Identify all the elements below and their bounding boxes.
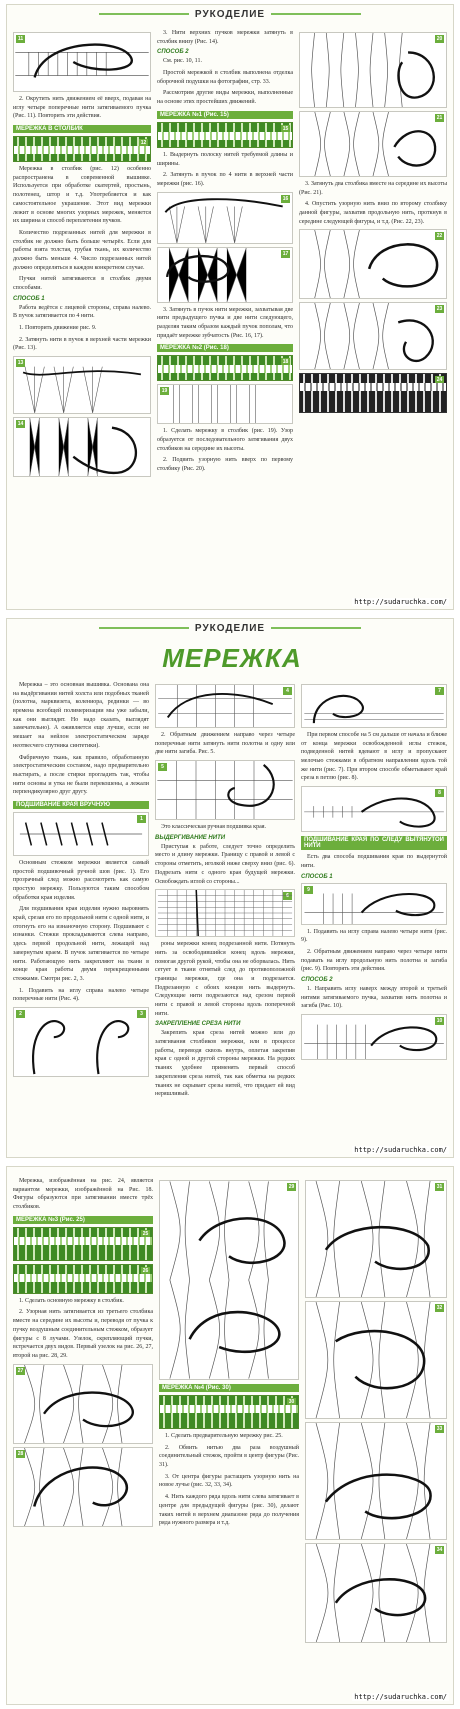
paragraph: Закрепить края среза нитей можно или до затягивания столбиков мережки, или в процессе работы, переводя сквозь внутрь, оплетая закрепив края с одной и другой стороны мережки. На редких тканях удобнее применять первый способ закрепления среза нитей, так как обметка на редких тканях не скрывает срезы нитей, что придает ей вид неряшливый.	[155, 1030, 295, 1098]
figure-number: 28	[17, 1450, 24, 1457]
magazine-page-2	[6, 618, 454, 1158]
figure-number: 15	[282, 125, 289, 132]
figure-2-3	[13, 1007, 149, 1077]
figure-number: 9	[304, 886, 313, 894]
figure-number: 13	[17, 360, 24, 367]
stitch-illustration	[158, 193, 292, 243]
column-1	[13, 1177, 153, 1530]
column-3	[301, 681, 447, 1063]
section-heading: МЕРЕЖКА №4 (Рис. 30)	[159, 1384, 299, 1392]
figure-number: 21	[436, 115, 443, 121]
paragraph: 2. Обратным движением направо через четыре поперечные нити затянуть нити полотна и одну или две нити загиба. Рис. 5.	[155, 732, 295, 756]
figure-number: 23	[436, 306, 443, 313]
figure-number: 17	[282, 250, 289, 257]
figure-number: 3	[137, 1010, 146, 1018]
figure-25-photo	[13, 1227, 153, 1261]
paragraph: Пучки нитей затягиваются в столбик двумя способами.	[13, 276, 151, 291]
paragraph: 2. Обратным движением направо через четыре нити подавать на иглу продольную нить полотна и загиба (рис. 9). Повторять эти действия.	[301, 948, 447, 973]
paragraph: 1. Сделать мережку в столбик (рис. 19). Узор образуется от последовательного затягивания двух столбиков на середине их высоты.	[157, 428, 293, 452]
figure-number: 25	[142, 1230, 149, 1237]
figure-number: 5	[158, 763, 167, 771]
figure-20	[299, 32, 447, 108]
figure-33	[305, 1422, 447, 1540]
figure-9	[301, 883, 447, 925]
stitch-illustration	[306, 1302, 446, 1418]
stitch-illustration	[300, 112, 446, 176]
figure-number: 27	[17, 1367, 24, 1374]
paragraph: Мережка – это основная вышивка. Основана она на выдёргивании нитей холста или подобных тканей (полотна, марквизета, колениора, рединки — во времена всеобщей полимеризации мы уже забыли, как они выглядят. Но надо сказать, выглядят замечательно). А оживляется еще лучше, если не мешает на нейлон электростатическом заряде неотвесчего спутника синтетики).	[13, 682, 149, 749]
stitch-illustration	[14, 357, 150, 413]
paragraph: Работа ведётся с лицевой стороны, справа налево. В пучок затягивается по 4 нити.	[13, 304, 151, 320]
paragraph: 2. Окрутить нить движением её вверх, подавая на иглу четыре поперечные нити затягиваемого пучка (Рис. 11). Повторить эти действия.	[13, 96, 151, 120]
figure-number: 1	[137, 815, 146, 823]
column-3	[305, 1177, 447, 1646]
paragraph: Приступая к работе, следует точно определить место и длину мережки. Границу с правой и левой с стороны отметить, иголкой ниже сверху вниз (рис. 6). Подрезать нити с одного края будущей мережки. Освобождать иглой со стороны...	[155, 843, 295, 885]
stitch-illustration	[306, 1423, 446, 1539]
figure-29	[159, 1180, 299, 1380]
stitch-illustration	[156, 685, 294, 727]
figure-5	[155, 760, 295, 820]
figure-8	[301, 786, 447, 832]
figure-number: 22	[436, 233, 443, 240]
paragraph: Есть два способа подшивания края по выдернутой нити.	[301, 854, 447, 869]
figure-27	[13, 1364, 153, 1444]
stitch-illustration	[302, 1015, 446, 1059]
paragraph: Рассмотрим другие виды мережки, выполненные на основе этих простейших движений.	[157, 90, 293, 106]
figure-30-photo	[159, 1395, 299, 1429]
paragraph: 1. Подавить на иглу справа налево четыре поперечные нити (Рис. 4).	[13, 987, 149, 1003]
figure-19	[157, 384, 293, 424]
stitch-illustration	[302, 787, 446, 831]
magazine-page-3	[6, 1166, 454, 1705]
figure-11	[13, 32, 151, 92]
stitch-illustration	[300, 303, 446, 369]
stitch-illustration	[306, 1181, 446, 1297]
paragraph: 4. Опустить узорную нить вниз по второму столбику данной фигуры, захватив продольную нить, проткнув в середине следующей фигуры, и т.д. (Рис. 22, 23).	[299, 201, 447, 225]
figure-13	[13, 356, 151, 414]
article-title: МЕРЕЖКА	[162, 643, 302, 673]
figure-26-photo	[13, 1264, 153, 1294]
figure-number: 33	[436, 1426, 443, 1432]
figure-23	[299, 302, 447, 370]
figure-number: 20	[436, 36, 443, 42]
column-1	[13, 681, 149, 1080]
page-header: РУКОДЕЛИЕ	[7, 9, 453, 20]
figure-number: 24	[436, 377, 443, 384]
paragraph: Фабричную ткань, как правило, обработанную электростатическим составом, надо предварительно выстирать, а после стирки прогладить так, чтобы нити основы и утка не были перекошены, а лежали перпендикулярно друг другу.	[13, 754, 149, 796]
stitch-illustration	[156, 890, 294, 936]
figure-number: 6	[283, 892, 292, 900]
figure-15-photo	[157, 122, 293, 148]
stitch-illustration	[306, 1544, 446, 1642]
watermark-url: http://sudaruchka.com/	[354, 1146, 447, 1154]
column-1	[13, 29, 151, 480]
figure-10	[301, 1014, 447, 1060]
figure-14	[13, 417, 151, 477]
section-heading: ВЫДЕРГИВАНИЕ НИТИ	[155, 834, 226, 841]
stitch-illustration	[14, 1008, 148, 1076]
figure-number: 14	[17, 421, 24, 428]
paragraph: 2. Затянуть в пучок по 4 нити в верхней части мережки (рис. 16).	[157, 172, 293, 187]
paragraph: Основным стежком мережки является самый простой подшивочный ручной шов (рис. 1). Его прозрачный след можно рассмотреть как самую простую мережку. Пользуются таким способом обработки края изделия.	[13, 859, 149, 901]
paragraph: 2. Узорная нить затягивается из третьего столбика вместе на середине их высоты и, переводя от пучка к пучку воздушным соединительным стежком, образует фигуры с 8 лучами. Узелок, скрепляющий пучки, встречается двух видов. Первый узелок на рис. 26, 27, второй на рис. 28, 29.	[13, 1309, 153, 1359]
figure-24-photo	[299, 373, 447, 413]
paragraph: 1. Сделать предварительную мережку рис. 25.	[165, 1433, 283, 1439]
figure-number: 29	[288, 1184, 295, 1190]
paragraph: 2. Обвить нитью два раза воздушный соединительный стежок, пройти в центр фигуры (Рис. 31).	[159, 1444, 299, 1469]
stitch-illustration	[14, 1365, 152, 1443]
paragraph: 2. Подвить узорную нить вверх по первому столбику (Рис. 20).	[157, 457, 293, 473]
column-2	[155, 681, 295, 1102]
stitch-illustration	[160, 1181, 298, 1379]
figure-number: 19	[161, 388, 168, 395]
column-2	[159, 1177, 299, 1531]
paragraph: Для подшивания края изделия нужно выровнять край, срезав его по продольной нити с одной нити, и отогнуть его на изнаночную сторону. Подшивают с изнанки. Стежки прокладываются слева направо, здесь первой продольной нити, лежащей над завернутым краем. В пучок затягивается по четыре нити. Работающую нить закрепляют на ткани в конце края работы двумя перекрещенными стежками. Смотри рис. 2, 3.	[13, 906, 149, 982]
figure-number: 8	[435, 789, 444, 797]
figure-7	[301, 684, 447, 728]
section-heading: МЕРЕЖКА №1 (Рис. 15)	[157, 111, 293, 119]
figure-6	[155, 889, 295, 937]
figure-number: 31	[436, 1184, 443, 1190]
paragraph: Это классическая ручная подшивка края.	[161, 824, 267, 831]
stitch-illustration	[156, 761, 294, 819]
page-header: РУКОДЕЛИЕ	[7, 623, 453, 634]
figure-16	[157, 192, 293, 244]
paragraph: См. рис. 10, 11.	[163, 58, 202, 65]
paragraph: 4. Нить каждого ряда вдоль нити слева затягивает в центре для предыдущей фигуры (рис. 30), делают таких нитей в верхнем диапазоне ряда до получения ряда нужного размера и т.д.	[159, 1494, 299, 1527]
stitch-illustration	[302, 685, 446, 727]
stitch-illustration	[14, 418, 150, 476]
section-heading: МЕРЕЖКА №2 (Рис. 18)	[157, 344, 293, 352]
section-heading: МЕРЕЖКА №3 (Рис. 25)	[13, 1216, 153, 1224]
section-heading: ЗАКРЕПЛЕНИЕ СРЕЗА НИТИ	[155, 1021, 241, 1028]
method-heading: СПОСОБ 1	[301, 873, 333, 880]
paragraph: Мережка, изображённая на рис. 24, является вариантом мережки, изображённой на Рис. 18. Фигуры образуются при затягивании вместе трёх столбиков.	[13, 1178, 153, 1211]
method-heading: СПОСОБ 1	[13, 295, 45, 302]
figure-number: 12	[140, 140, 147, 147]
figure-number: 11	[17, 36, 24, 42]
stitch-illustration	[14, 813, 148, 855]
figure-31	[305, 1180, 447, 1298]
watermark-url: http://sudaruchka.com/	[354, 1693, 447, 1701]
paragraph: 3. От центра фигуры растащить узорную нить на новое лучье (рис. 32, 33, 34).	[159, 1473, 299, 1489]
paragraph: 3. Нити верхних пучков мережки затянуть в столбик внизу (Рис. 14).	[157, 30, 293, 45]
method-heading: СПОСОБ 2	[157, 49, 189, 56]
figure-number: 10	[436, 1018, 443, 1024]
stitch-illustration	[300, 33, 446, 107]
figure-4	[155, 684, 295, 728]
paragraph: 1. Повторить движение рис. 9.	[19, 325, 97, 332]
figure-number: 7	[435, 687, 444, 695]
figure-34	[305, 1543, 447, 1643]
method-heading: СПОСОБ 2	[301, 976, 333, 983]
stitch-illustration	[14, 33, 150, 91]
figure-number: 30	[288, 1399, 295, 1405]
paragraph: 3. Затянуть два столбика вместе на середине их высоты (Рис. 21).	[299, 181, 447, 196]
watermark-url: http://sudaruchka.com/	[354, 598, 447, 606]
column-3	[299, 29, 447, 416]
paragraph: Мережка в столбик (рис. 12) особенно распространена в современной вышивке. Используется при обработке скатертей, простынь, полотенец, штор и т.д. Употребляется и как самостоятельное украшение. Этот вид мережки лежит в основе многих узорных мережек, меняется их ширина и способ переплетения пучков.	[13, 166, 151, 225]
figure-number: 18	[282, 359, 289, 366]
stitch-illustration	[158, 248, 292, 302]
figure-number: 16	[282, 195, 289, 202]
figure-18-photo	[157, 355, 293, 381]
figure-17	[157, 247, 293, 303]
figure-21	[299, 111, 447, 177]
paragraph: 2. Затянуть нити в пучок в верхней части мережки (Рис. 13).	[13, 336, 151, 352]
figure-number: 34	[436, 1547, 443, 1553]
figure-number: 4	[283, 687, 292, 695]
figure-22	[299, 229, 447, 299]
paragraph: 3. Затянуть в пучок нити мережки, захватывая две нити предыдущего пучка и две нити следующего, разделяя таким образом каждый пучок пополам, что придаёт мережке зубчатость (Рис. 16, 17).	[157, 306, 293, 339]
paragraph: 1. Подавить на иглу справа налево четыре нити (рис. 9).	[301, 928, 447, 944]
figure-12-photo	[13, 136, 151, 162]
paragraph: роны мережки конец подрезанной нити. Потянуть нить за освободившийся конец вдоль мережки, помогая другой рукой, чтобы она не оборвалась. Нить сетует в ткани отнятый след до противоположной границы мережки, где она и подрезается. Подрезанную с обоих концов нить выдернуть. Следующие нити подрезаются над срезом первой нити с правой и левой стороны вдоль поперечной нити.	[155, 941, 295, 1017]
column-2	[157, 29, 293, 477]
paragraph: 1. Направить иглу наверх между второй и третьей нитями затягиваемого пучка, захватив нить полотна и загиба (Рис. 10).	[301, 985, 447, 1010]
paragraph: Простой мережкой в столбик выполнена отделка оборочной подушки на фотографии, стр. 33.	[157, 70, 293, 85]
section-heading: МЕРЕЖКА В СТОЛБИК	[13, 125, 151, 133]
stitch-illustration	[300, 230, 446, 298]
section-heading: ПОДШИВАНИЕ КРАЯ ПО СЛЕДУ ВЫТЯНУТОЙ НИТИ	[301, 836, 447, 850]
paragraph: При первом способе на 5 см дальше от начала и ближе от конца мережки освобожденной иглы стежок, подведенной нитей вдевают в иглу и пропускают мелочью стежками в обратном направлении вдоль той же нити (рис. 7). При втором способе обметывают край среза в петлю (рис. 8).	[301, 732, 447, 782]
stitch-illustration	[158, 385, 292, 423]
figure-32	[305, 1301, 447, 1419]
stitch-illustration	[14, 1448, 152, 1526]
figure-number: 32	[436, 1305, 443, 1311]
magazine-page-1	[6, 4, 454, 610]
stitch-illustration	[302, 884, 446, 924]
figure-1	[13, 812, 149, 856]
paragraph: Количество подрезанных нитей для мережки в столбик не должно быть больше четырёх. Если для работы взята толстая, грубая ткань, их количество должно быть меньше 4. Число подрезанных нитей должно определяться в каждом конкретном случае.	[13, 229, 151, 271]
figure-number: 2	[16, 1010, 25, 1018]
section-heading: ПОДШИВАНИЕ КРАЯ ВРУЧНУЮ	[13, 801, 149, 809]
paragraph: 1. Выдернуть полоску нитей требуемой длины и ширины.	[157, 151, 293, 167]
figure-number: 26	[142, 1267, 149, 1274]
figure-28	[13, 1447, 153, 1527]
paragraph: 1. Сделать основную мережку в столбик.	[19, 1297, 124, 1304]
